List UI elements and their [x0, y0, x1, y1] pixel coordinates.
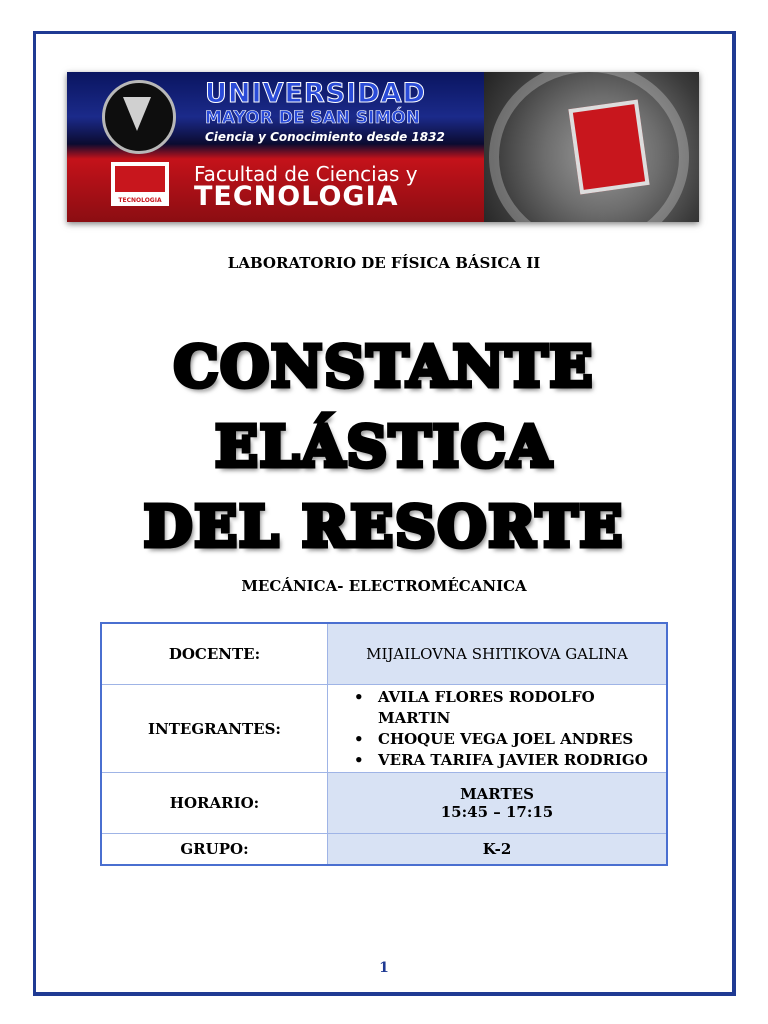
banner-university: UNIVERSIDAD — [205, 78, 426, 109]
grupo-value: K-2 — [328, 834, 668, 866]
title-line-2: ELÁSTICA — [215, 414, 553, 480]
horario-day: MARTES — [460, 785, 534, 803]
integrantes-label: INTEGRANTES: — [101, 685, 328, 773]
title-line-3: DEL RESORTE — [143, 494, 625, 560]
info-table — [100, 622, 668, 866]
horario-label: HORARIO: — [101, 773, 328, 834]
banner-university-name: MAYOR DE SAN SIMÓN — [205, 108, 420, 128]
stone-emblem-image — [484, 72, 699, 222]
grupo-label: GRUPO: — [101, 834, 328, 866]
horario-time: 15:45 – 17:15 — [440, 803, 554, 821]
lab-name: LABORATORIO DE FÍSICA BÁSICA II — [227, 254, 541, 272]
career-name: MECÁNICA- ELECTROMÉCANICA — [241, 577, 527, 595]
faculty-logo-caption: TECNOLOGIA — [118, 197, 162, 204]
banner-faculty-line1: Facultad de Ciencias y — [194, 162, 418, 186]
list-item: • CHOQUE VEGA JOEL ANDRES — [354, 729, 666, 750]
faculty-logo-icon — [111, 162, 169, 206]
table-row — [101, 773, 667, 834]
table-row — [101, 623, 667, 685]
title-line-1: CONSTANTE — [173, 334, 595, 400]
horario-cell — [328, 773, 668, 834]
university-banner — [67, 72, 699, 222]
banner-motto: Ciencia y Conocimiento desde 1832 — [205, 130, 445, 144]
university-seal-icon — [102, 80, 176, 154]
page-number: 1 — [379, 960, 389, 976]
banner-faculty-line2: TECNOLOGIA — [194, 181, 399, 212]
docente-value: MIJAILOVNA SHITIKOVA GALINA — [328, 623, 668, 685]
list-item: • VERA TARIFA JAVIER RODRIGO — [354, 750, 666, 771]
table-row — [101, 834, 667, 866]
list-item: • AVILA FLORES RODOLFO MARTIN — [354, 687, 666, 729]
docente-label: DOCENTE: — [101, 623, 328, 685]
integrantes-cell — [328, 685, 668, 773]
members-list — [328, 687, 666, 771]
table-row — [101, 685, 667, 773]
